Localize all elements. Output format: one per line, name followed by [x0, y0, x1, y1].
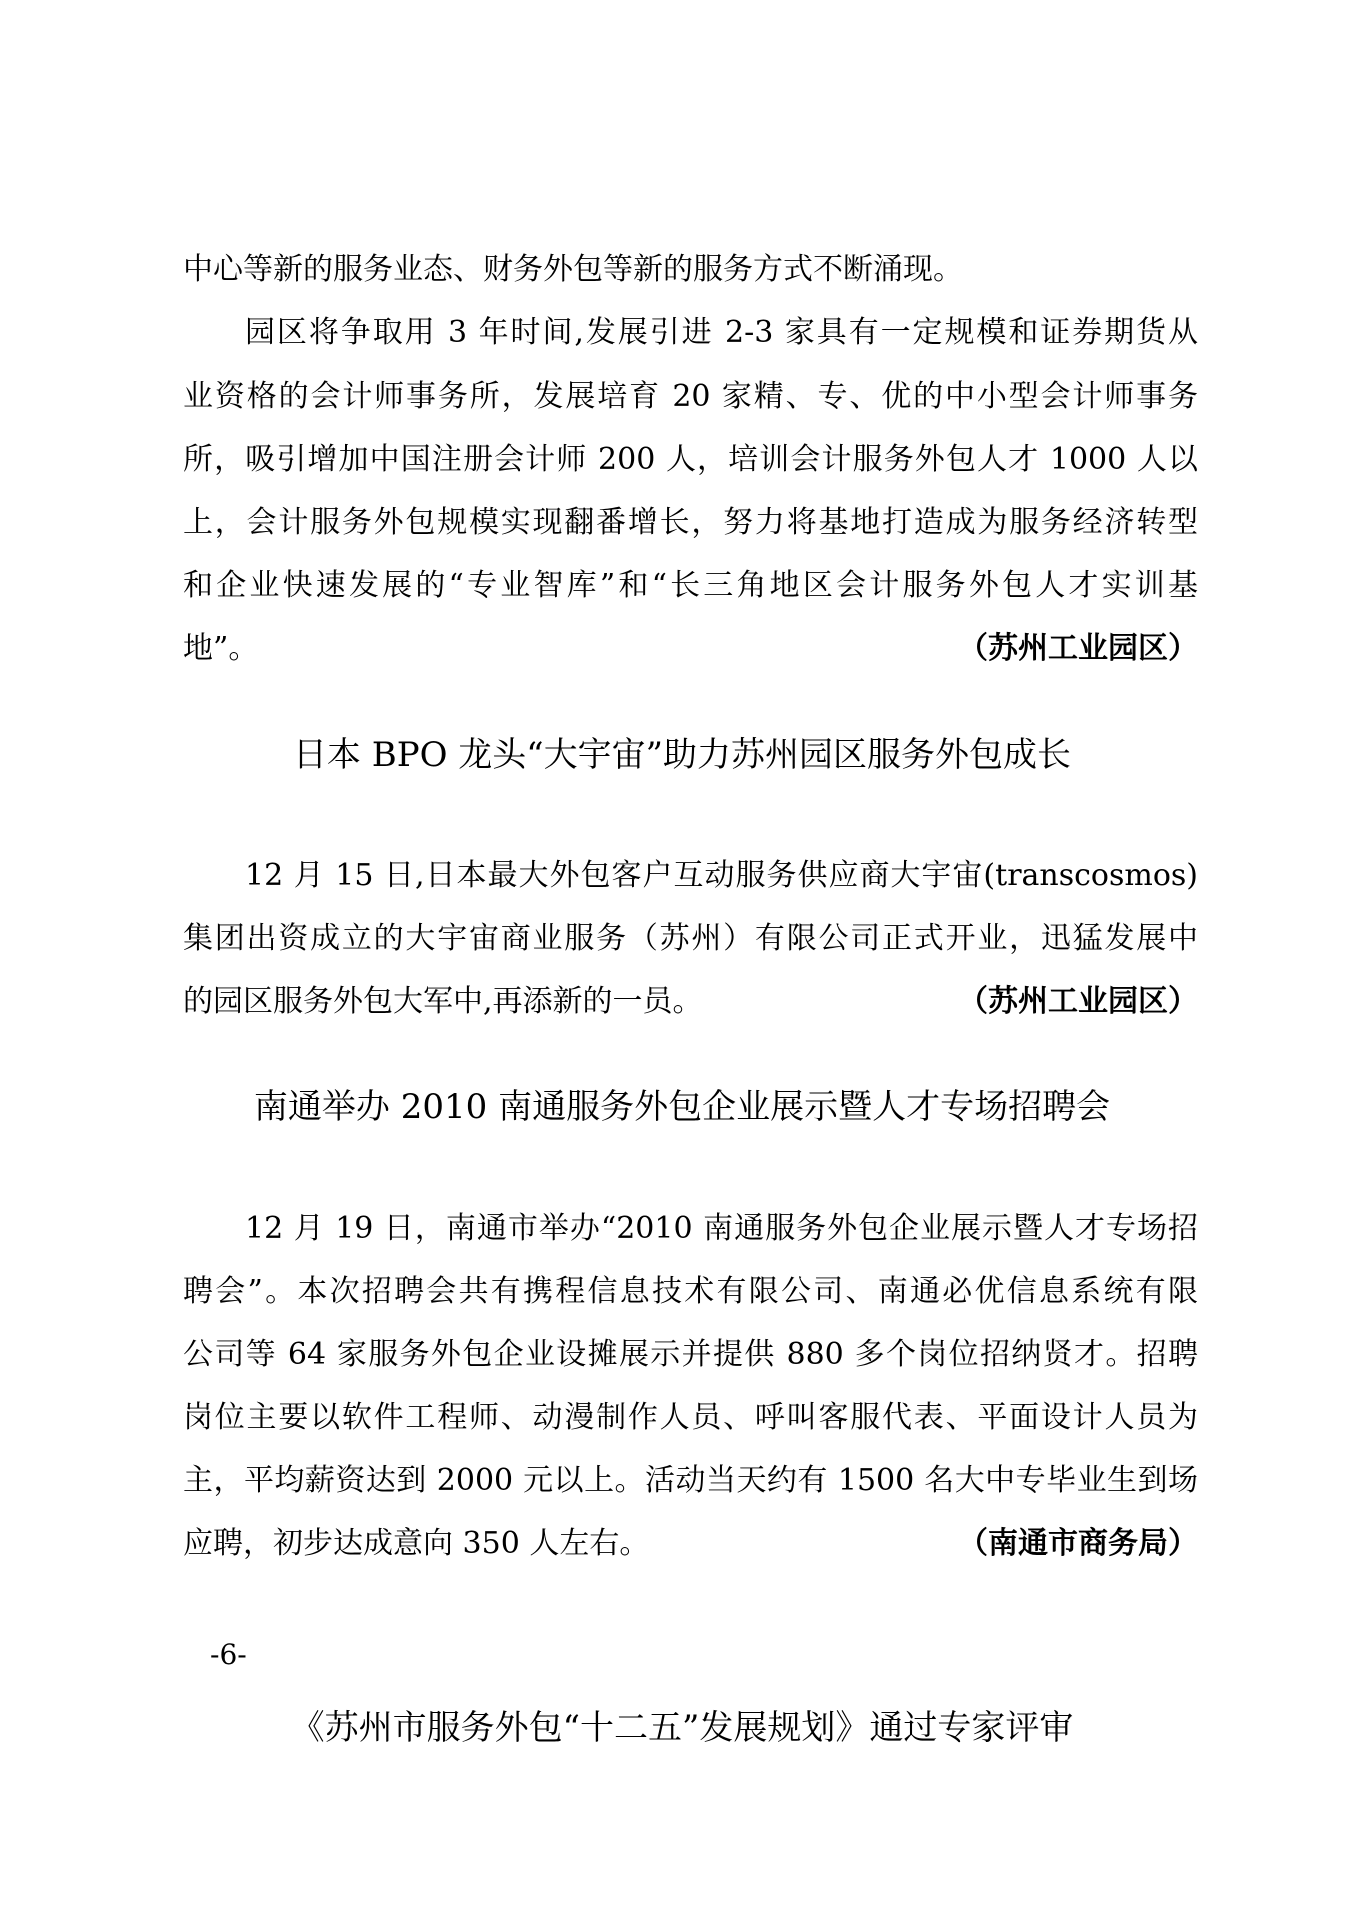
source-attribution: （苏州工业园区） [958, 631, 1198, 666]
paragraph-line: 和企业快速发展的“专业智库”和“长三角地区会计服务外包人才实训基 [183, 568, 1198, 603]
paragraph-line: 公司等 64 家服务外包企业设摊展示并提供 880 多个岗位招纳贤才。招聘 [183, 1337, 1198, 1372]
paragraph-line: 地”。 [183, 631, 259, 666]
article-title: 《苏州市服务外包“十二五”发展规划》通过专家评审 [290, 1708, 1074, 1748]
paragraph-line: 12 月 15 日,日本最大外包客户互动服务供应商大宇宙(transcosmos) [245, 858, 1198, 893]
paragraph-line: 的园区服务外包大军中,再添新的一员。 [183, 984, 703, 1019]
source-attribution: （南通市商务局） [958, 1526, 1198, 1561]
article-title: 日本 BPO 龙头“大宇宙”助力苏州园区服务外包成长 [292, 735, 1072, 775]
source-attribution: （苏州工业园区） [958, 984, 1198, 1019]
paragraph-line: 所，吸引增加中国注册会计师 200 人，培训会计服务外包人才 1000 人以 [183, 442, 1198, 477]
paragraph-line: 12 月 19 日，南通市举办“2010 南通服务外包企业展示暨人才专场招 [245, 1211, 1198, 1246]
article-title: 南通举办 2010 南通服务外包企业展示暨人才专场招聘会 [253, 1087, 1111, 1127]
paragraph-line: 园区将争取用 3 年时间,发展引进 2-3 家具有一定规模和证券期货从 [245, 315, 1198, 350]
paragraph-line: 集团出资成立的大宇宙商业服务（苏州）有限公司正式开业，迅猛发展中 [183, 921, 1198, 956]
paragraph-line: 上，会计服务外包规模实现翻番增长，努力将基地打造成为服务经济转型 [183, 505, 1198, 540]
paragraph-line: 应聘，初步达成意向 350 人左右。 [183, 1526, 650, 1561]
page-number: -6- [210, 1638, 247, 1671]
paragraph-line: 业资格的会计师事务所，发展培育 20 家精、专、优的中小型会计师事务 [183, 379, 1198, 414]
paragraph-line: 岗位主要以软件工程师、动漫制作人员、呼叫客服代表、平面设计人员为 [183, 1400, 1198, 1435]
paragraph-line: 中心等新的服务业态、财务外包等新的服务方式不断涌现。 [183, 252, 963, 287]
paragraph-line: 聘会”。本次招聘会共有携程信息技术有限公司、南通必优信息系统有限 [183, 1274, 1198, 1309]
paragraph-line: 主，平均薪资达到 2000 元以上。活动当天约有 1500 名大中专毕业生到场 [183, 1463, 1198, 1498]
